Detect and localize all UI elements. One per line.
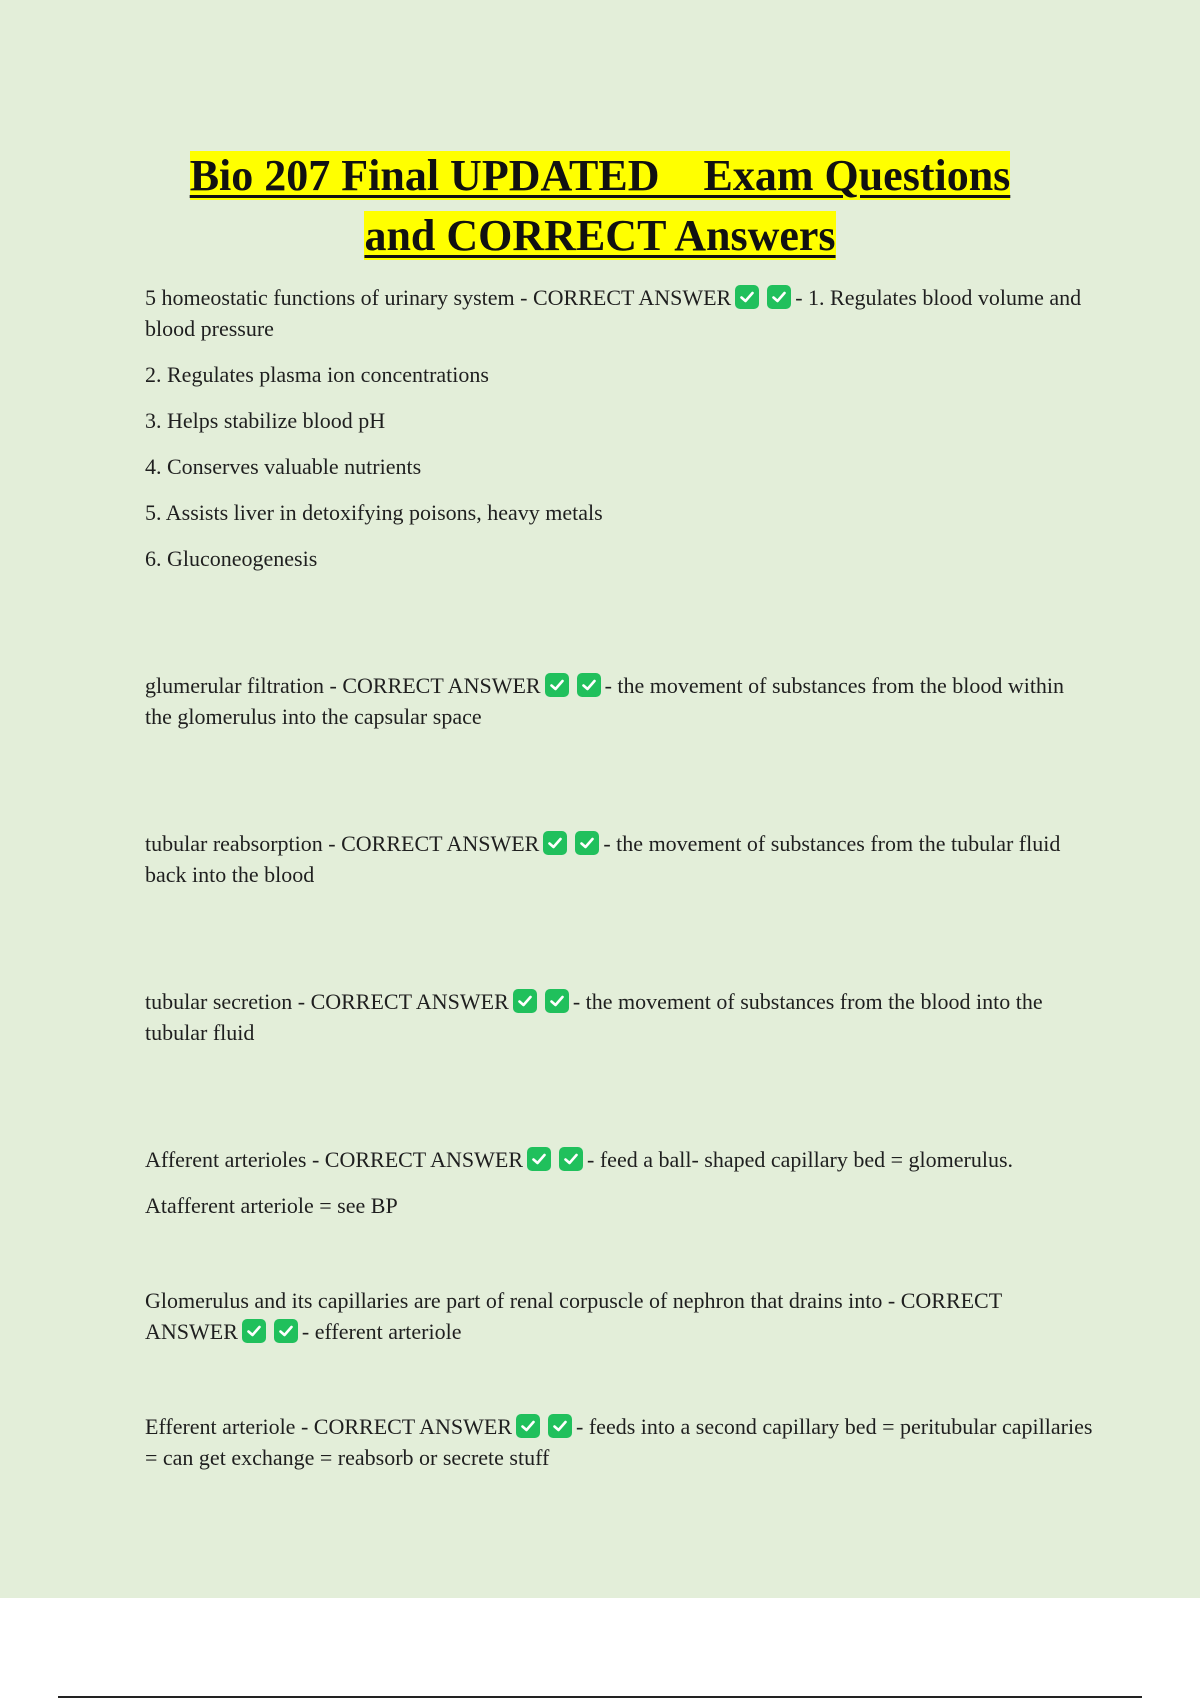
question-text: Glomerulus and its capillaries are part of renal corpuscle of nephron that drains into - bbox=[145, 1288, 901, 1313]
check-mark-icon bbox=[516, 1414, 540, 1438]
qa-item bbox=[145, 1144, 1095, 1175]
check-mark-icon bbox=[548, 1414, 572, 1438]
question-text: tubular secretion - bbox=[145, 989, 311, 1014]
correct-answer-label: CORRECT ANSWER bbox=[145, 1288, 1002, 1344]
question-text: tubular reabsorption - bbox=[145, 831, 342, 856]
qa-item bbox=[145, 828, 1095, 890]
answer-line: Atafferent arteriole = see BP bbox=[145, 1193, 398, 1218]
qa-list bbox=[145, 282, 1095, 1473]
qa-item bbox=[145, 282, 1095, 344]
question-text: glumerular filtration - bbox=[145, 673, 343, 698]
answer-text: - feed a ball- shaped capillary bed = glomerulus. bbox=[587, 1147, 1014, 1172]
answer-text: - 1. Regulates blood volume and blood pressure bbox=[145, 285, 1082, 341]
qa-item bbox=[145, 670, 1095, 732]
answer-text: - feeds into a second capillary bed = peritubular capillaries = can get exchange = reabsorb or secrete stuff bbox=[145, 1414, 1093, 1470]
question-text: 5 homeostatic functions of urinary system - bbox=[145, 285, 533, 310]
correct-answer-label: CORRECT ANSWER bbox=[313, 1414, 513, 1439]
answer-text: - efferent arteriole bbox=[301, 1319, 462, 1344]
qa-item bbox=[145, 1285, 1095, 1347]
qa-item bbox=[145, 986, 1095, 1048]
correct-answer-label: CORRECT ANSWER bbox=[341, 831, 540, 856]
check-mark-icon bbox=[545, 673, 569, 697]
title-line-1: Bio 207 Final UPDATED Exam Questions bbox=[189, 151, 1011, 200]
answer-line: 6. Gluconeogenesis bbox=[145, 546, 318, 571]
check-mark-icon bbox=[274, 1319, 298, 1343]
check-mark-icon bbox=[527, 1147, 551, 1171]
page-title bbox=[0, 146, 1200, 266]
answer-line: 4. Conserves valuable nutrients bbox=[145, 454, 422, 479]
check-mark-icon bbox=[545, 989, 569, 1013]
check-mark-icon bbox=[543, 831, 567, 855]
check-mark-icon bbox=[577, 673, 601, 697]
answer-text: - the movement of substances from the tubular fluid back into the blood bbox=[145, 831, 1061, 887]
answer-line: 3. Helps stabilize blood pH bbox=[145, 408, 386, 433]
footer-divider bbox=[58, 1696, 1142, 1698]
correct-answer-label: CORRECT ANSWER bbox=[342, 673, 541, 698]
check-mark-icon bbox=[767, 285, 791, 309]
answer-line: 5. Assists liver in detoxifying poisons, heavy metals bbox=[145, 500, 603, 525]
correct-answer-label: CORRECT ANSWER bbox=[310, 989, 509, 1014]
check-mark-icon bbox=[575, 831, 599, 855]
qa-item bbox=[145, 1411, 1095, 1473]
correct-answer-label: CORRECT ANSWER bbox=[324, 1147, 524, 1172]
check-mark-icon bbox=[559, 1147, 583, 1171]
check-mark-icon bbox=[242, 1319, 266, 1343]
correct-answer-label: CORRECT ANSWER bbox=[532, 285, 732, 310]
question-text: Efferent arteriole - bbox=[145, 1414, 314, 1439]
answer-text: - the movement of substances from the blood into the tubular fluid bbox=[145, 989, 1043, 1045]
question-text: Afferent arterioles - bbox=[145, 1147, 325, 1172]
answer-line: 2. Regulates plasma ion concentrations bbox=[145, 362, 489, 387]
title-line-2: and CORRECT Answers bbox=[364, 211, 836, 260]
answer-text: - the movement of substances from the blood within the glomerulus into the capsular space bbox=[145, 673, 1065, 729]
check-mark-icon bbox=[513, 989, 537, 1013]
check-mark-icon bbox=[735, 285, 759, 309]
